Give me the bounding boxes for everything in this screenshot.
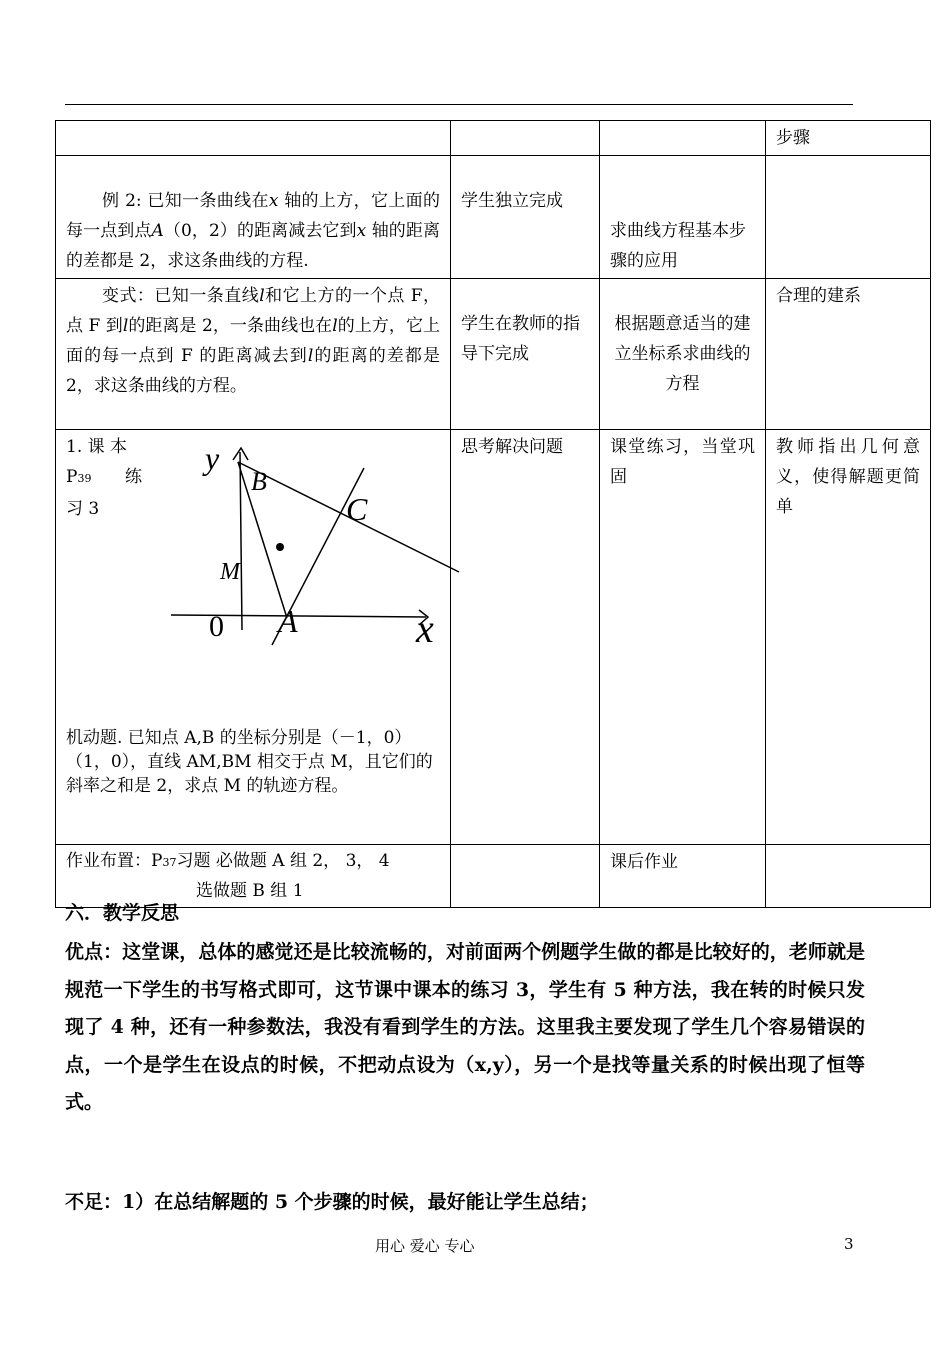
geometry-figure (66, 432, 461, 722)
lesson-table (55, 120, 931, 908)
reflection-paragraph: 优点：这堂课，总体的感觉还是比较流畅的，对前面两个例题学生做的都是比较好的，老师就是规范一下学生的书写格式即可，这节课中课本的练习 3，学生有 5 种方法，我在转的时候只发现了 4 种，还有一种参数法，我没有看到学生的方法。这里我主要发现了学生几个容易错误的点，一个是学生在设点的时候，不把动点设为（x,y），另一个是找等量关系的时候出现了恒等式。 (65, 941, 865, 1113)
cell-r2-c3: 根据题意适当的建立坐标系求曲线的方程 (600, 279, 766, 430)
variant-text-c: 的距离是 2，一条曲线也在 (128, 316, 333, 336)
cell-r3-c3: 课堂练习，当堂巩固 (600, 430, 766, 845)
var-l: l (122, 316, 129, 336)
label-A: A (278, 603, 298, 639)
cell-r1-c4 (766, 156, 931, 279)
cell-r0-c4: 步骤 (766, 121, 931, 156)
label-C: C (346, 491, 368, 527)
var-x: x (356, 221, 367, 241)
y-axis (240, 452, 242, 630)
cell-r3-c4: 教师指出几何意义，使得解题更简单 (766, 430, 931, 845)
var-l: l (332, 316, 338, 336)
label-x: x (416, 606, 434, 651)
example-2-text-d: 轴的距离的差都是 2，求这条曲线的方程. (66, 221, 441, 271)
table-row (56, 156, 931, 279)
exercise-cell (56, 430, 451, 845)
cell-r1-c2: 学生独立完成 (451, 156, 600, 279)
homework-optional: 选做题 B 组 1 (196, 881, 304, 901)
table-row (56, 121, 931, 156)
page-number: 3 (844, 1235, 854, 1253)
cell-r0-c3 (600, 121, 766, 156)
cell-r0-c2 (451, 121, 600, 156)
variant-text-a: 变式：已知一条直线 (102, 286, 260, 306)
example-2-text-a: 例 2: 已知一条曲线在 (102, 191, 269, 211)
var-l: l (259, 286, 265, 306)
variant-text-e: 的距离的差都是 2，求这条曲线的方程。 (66, 346, 440, 396)
homework-b: 习题 必做题 A 组 2， 3， 4 (176, 851, 390, 871)
var-x: x (268, 191, 279, 211)
figure-svg (66, 432, 461, 722)
cell-r0-c1 (56, 121, 451, 156)
table-row (56, 279, 931, 430)
variant-text-d: 的上方，它上面的每一点到 F 的距离减去到 (66, 316, 440, 366)
example-2-text-c: （0，2）的距离减去它到 (163, 221, 357, 241)
cell-r1-c3: 求曲线方程基本步骤的应用 (600, 156, 766, 279)
point-M (276, 543, 284, 551)
homework-a: 作业布置：P (66, 851, 163, 871)
exercise-line-1: 1. 课 本 (66, 437, 128, 457)
variant-text-b: 和它上方的一个点 F，点 F 到 (66, 286, 441, 336)
label-y: y (205, 440, 220, 476)
header-rule (65, 104, 853, 105)
table-row (56, 430, 931, 845)
exercise-line-3: 习 3 (66, 499, 100, 519)
cell-r4-c3: 课后作业 (600, 845, 766, 908)
cell-r3-c2: 思考解决问题 (451, 430, 600, 845)
example-2-text-b: 轴的上方，它上面的每一点到点 (66, 191, 441, 241)
label-origin: 0 (209, 610, 224, 643)
var-A: A (151, 221, 164, 241)
exercise-page-sub: 39 (77, 472, 92, 485)
variant-cell (56, 279, 451, 430)
section-heading: 六．教学反思 (65, 902, 180, 924)
var-l: l (307, 346, 314, 366)
label-B: B (251, 467, 267, 496)
exercise-word: 练 (125, 467, 142, 487)
label-M: M (220, 559, 240, 585)
homework-page-sub: 37 (162, 856, 177, 869)
example-2-cell (56, 156, 451, 279)
footer-motto: 用心 爱心 专心 (375, 1237, 475, 1255)
exercise-p: P (66, 467, 78, 487)
bonus-problem: 机动题. 已知点 A,B 的坐标分别是（－1，0）（1，0），直线 AM,BM 相交于点 M，且它们的斜率之和是 2，求点 M 的轨迹方程。 (66, 728, 433, 796)
cell-r2-c2: 学生在教师的指导下完成 (451, 279, 600, 430)
cell-r2-c4: 合理的建系 (766, 279, 931, 430)
shortage-paragraph: 不足：1）在总结解题的 5 个步骤的时候，最好能让学生总结； (65, 1191, 599, 1213)
